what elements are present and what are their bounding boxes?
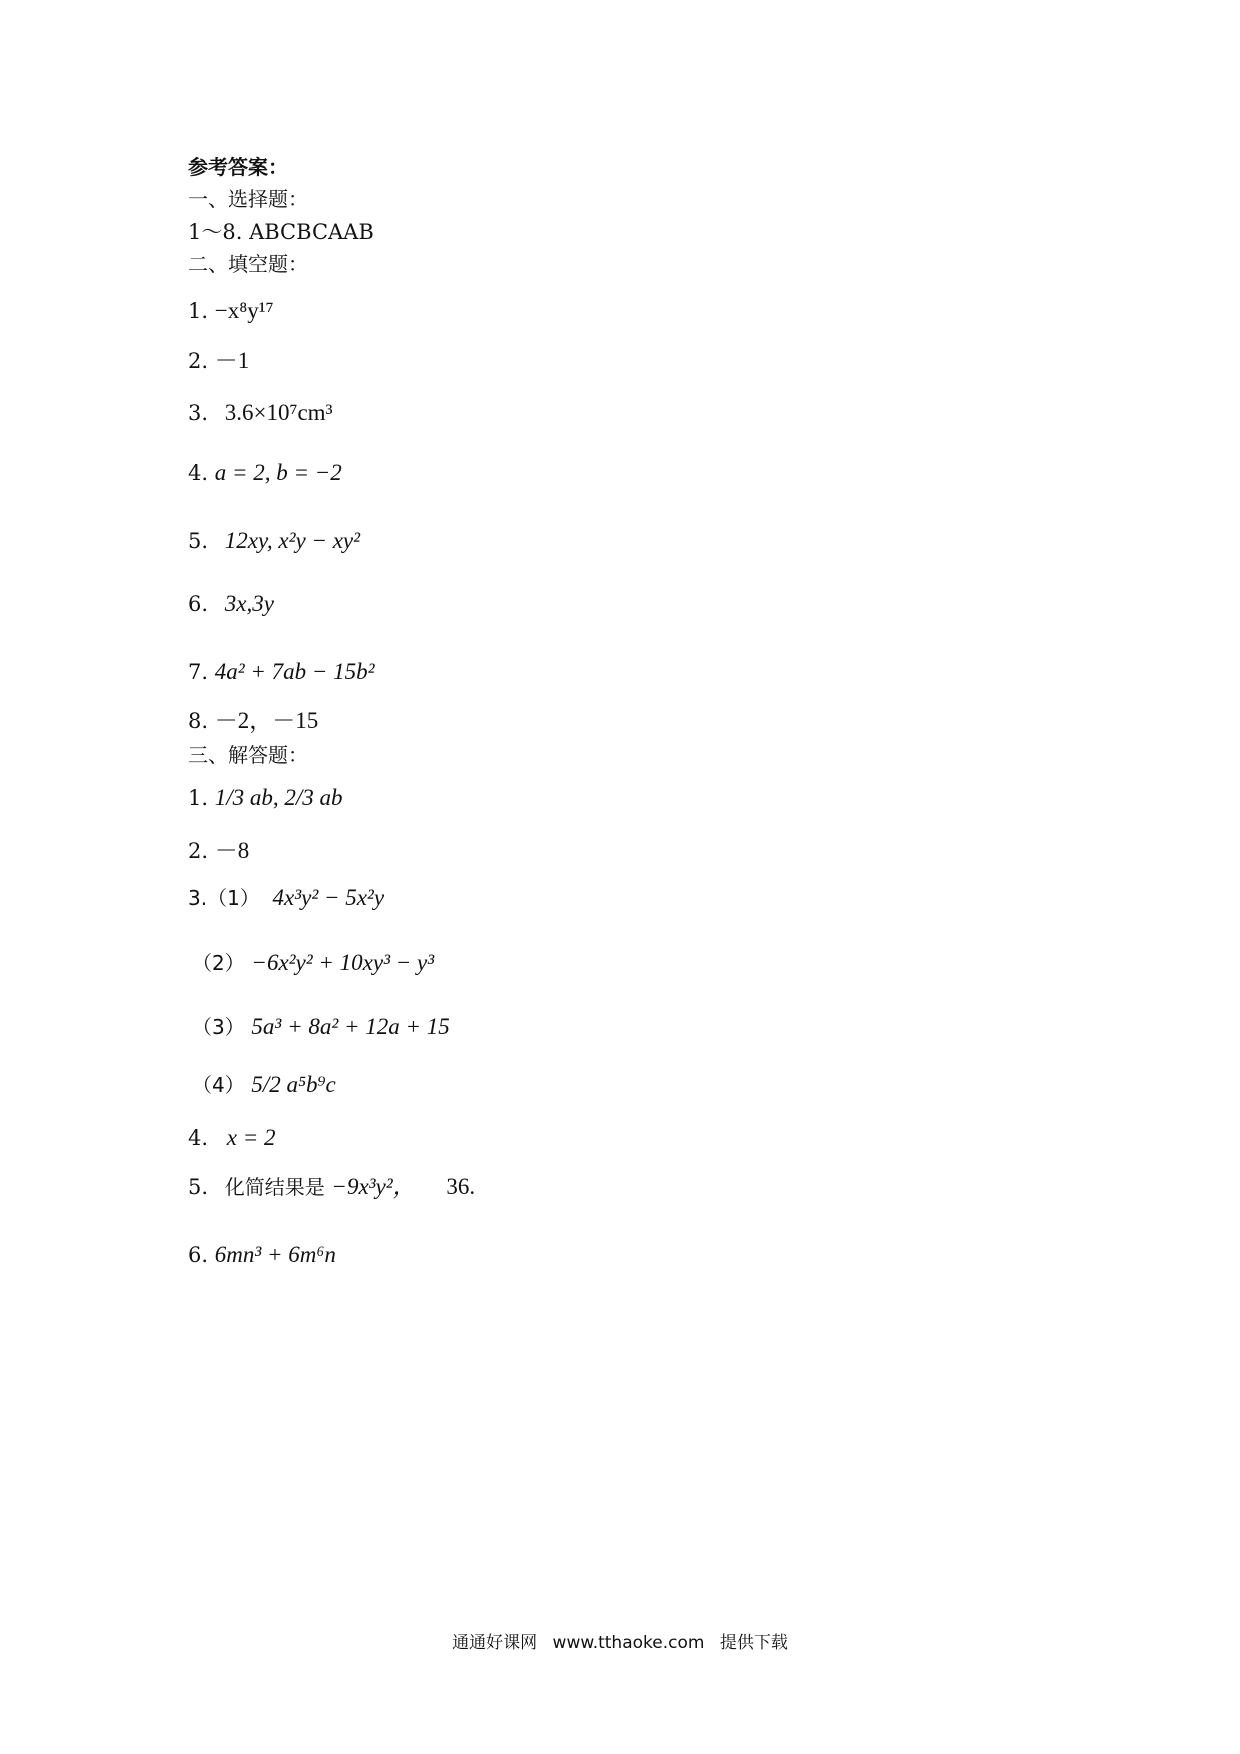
fill-item-4	[188, 458, 342, 488]
solve-item-1-num: 1.	[188, 786, 209, 810]
solve-item-5-tail: 36.	[446, 1174, 476, 1199]
fill-item-5	[188, 526, 360, 556]
fill-item-6-num: 6.	[188, 592, 209, 616]
solve-item-3-1-expr: 4x³y² − 5x²y	[272, 885, 385, 910]
solve-item-3-4-num: （4）	[192, 1073, 245, 1097]
fill-item-3	[188, 398, 332, 428]
fill-item-8-expr: －2，－15	[214, 708, 319, 733]
section-solve-title: 三、解答题：	[188, 743, 308, 767]
fill-item-3-num: 3.	[188, 401, 209, 425]
solve-item-6-expr: 6mn³ + 6m⁶n	[214, 1242, 336, 1267]
fill-item-2-expr: －1	[214, 348, 250, 373]
solve-item-1-expr: 1/3 ab, 2/3 ab	[214, 785, 343, 810]
fill-item-1-expr: −x⁸y¹⁷	[214, 298, 274, 323]
fill-item-3-expr: 3.6×10⁷cm³	[224, 400, 333, 425]
section-choice-title: 一、选择题：	[188, 187, 308, 211]
fill-item-8	[188, 706, 318, 736]
fill-item-2-num: 2.	[188, 349, 209, 373]
footer-site-name: 通通好课网	[452, 1633, 538, 1653]
solve-item-3-2-num: （2）	[192, 951, 245, 975]
fill-item-6-expr: 3x,3y	[224, 591, 274, 616]
section-fill-title: 二、填空题：	[188, 252, 308, 276]
footer-suffix: 提供下载	[719, 1633, 788, 1653]
solve-item-3-3-expr: 5a³ + 8a² + 12a + 15	[251, 1014, 450, 1039]
fill-item-7-expr: 4a² + 7ab − 15b²	[214, 659, 375, 684]
solve-item-5-prefix: 化简结果是	[224, 1175, 325, 1199]
solve-item-3-4-expr: 5/2 a⁵b⁹c	[251, 1072, 336, 1097]
answer-heading: 参考答案：	[188, 155, 288, 179]
solve-item-3-3-num: （3）	[192, 1015, 245, 1039]
solve-item-2	[188, 836, 249, 866]
solve-item-5-expr: −9x³y²，	[331, 1174, 416, 1199]
solve-item-5-num: 5.	[188, 1175, 209, 1199]
solve-item-1	[188, 768, 343, 828]
solve-item-6-num: 6.	[188, 1243, 209, 1267]
solve-item-2-num: 2.	[188, 839, 209, 863]
solve-item-3-2-expr: −6x²y² + 10xy³ − y³	[251, 950, 435, 975]
choice-answers: 1～8. ABCBCAAB	[188, 220, 374, 244]
fill-item-7	[188, 657, 375, 687]
solve-item-6	[188, 1240, 336, 1270]
fill-item-4-num: 4.	[188, 461, 209, 485]
solve-item-3-1	[188, 883, 384, 913]
fill-item-7-num: 7.	[188, 660, 209, 684]
solve-item-4-num: 4.	[188, 1126, 209, 1150]
fill-item-1-num: 1.	[188, 299, 209, 323]
page-footer	[0, 1628, 1240, 1653]
solve-item-4	[188, 1123, 275, 1153]
solve-item-3-4	[192, 1055, 336, 1115]
fill-item-6	[188, 589, 274, 619]
solve-item-3-1-num: 3.（1）	[188, 886, 260, 910]
solve-item-5	[188, 1172, 475, 1202]
solve-item-4-expr: x = 2	[226, 1125, 276, 1150]
fill-item-1	[188, 296, 274, 326]
fill-item-2	[188, 346, 249, 376]
solve-item-3-3	[192, 1012, 450, 1042]
fill-item-5-expr: 12xy, x²y − xy²	[224, 528, 361, 553]
fill-item-4-expr: a = 2, b = −2	[214, 460, 342, 485]
fill-item-8-num: 8.	[188, 709, 209, 733]
fill-item-5-num: 5.	[188, 529, 209, 553]
footer-url[interactable]: www.tthaoke.com	[552, 1633, 705, 1653]
solve-item-2-expr: －8	[214, 838, 250, 863]
solve-item-3-2	[192, 948, 434, 978]
